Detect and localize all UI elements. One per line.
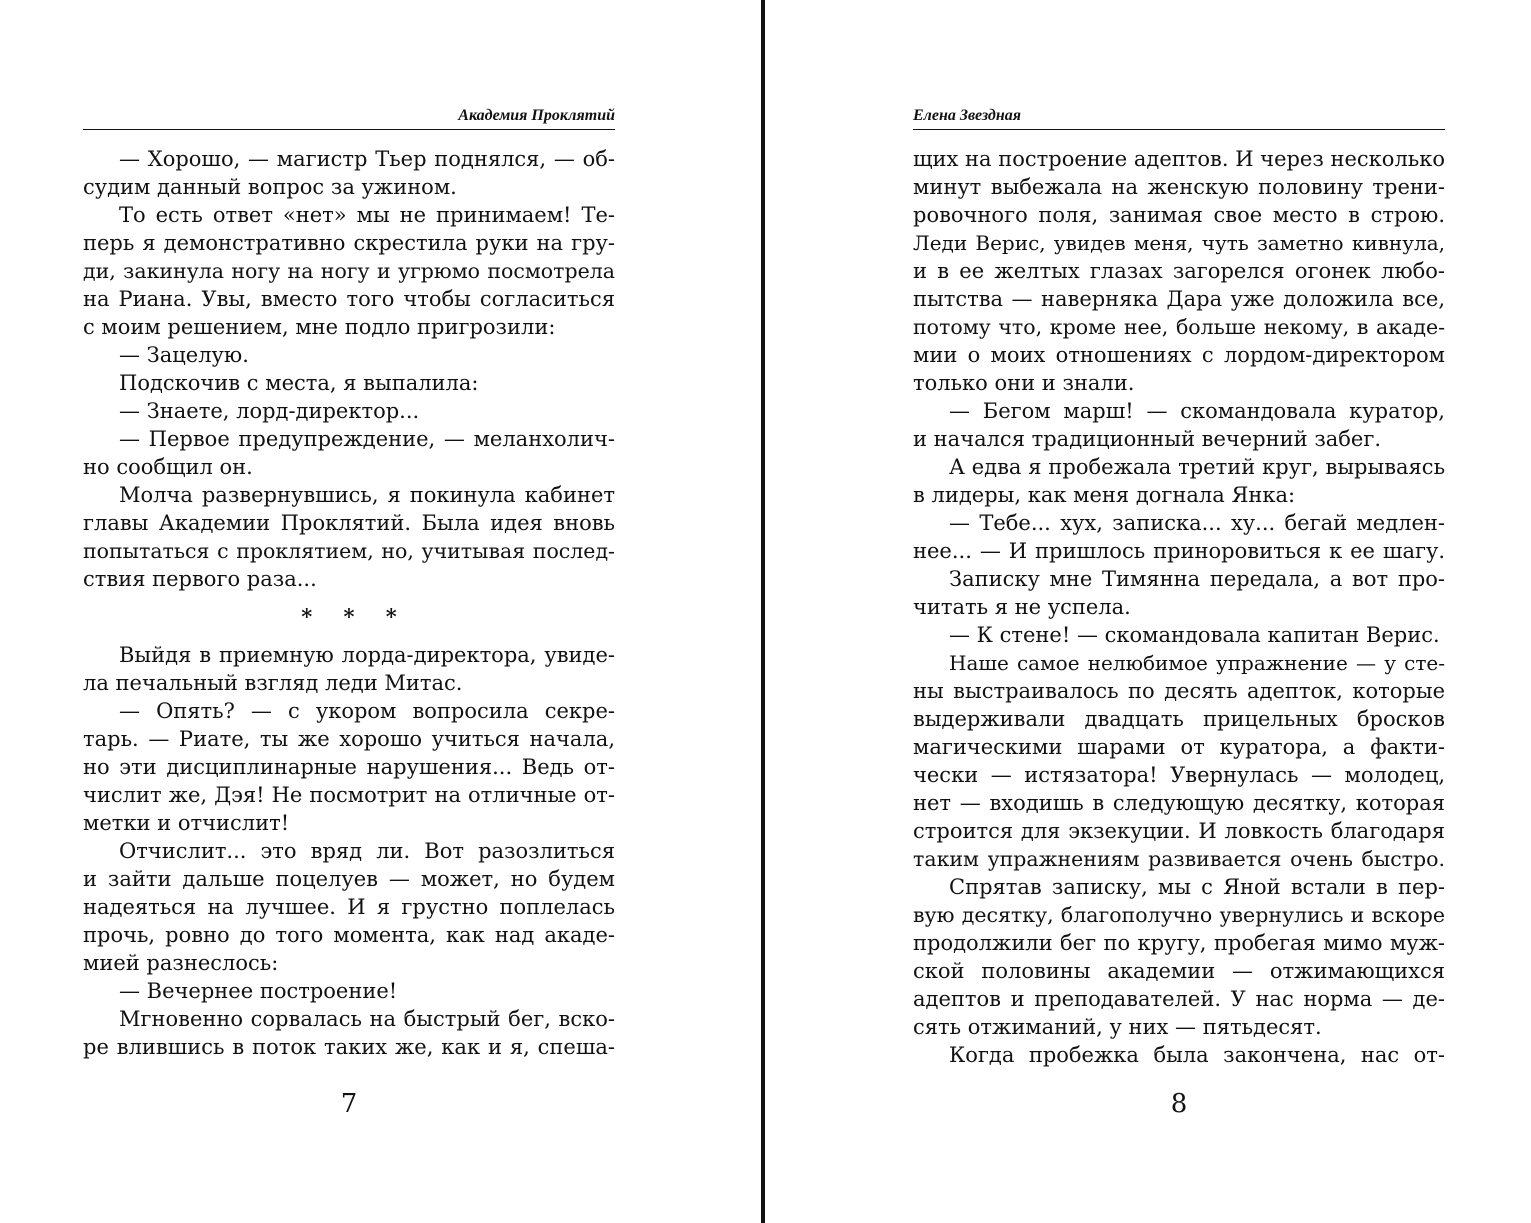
text-line: Когда пробежка была закончена, нас от- xyxy=(949,1043,1445,1067)
text-line: ской половины академии — отжимающихся xyxy=(913,959,1445,983)
text-line: чески — истязатора! Увернулась — молодец, xyxy=(913,763,1445,787)
text-line: Отчислит... это вряд ли. Вот разозлиться xyxy=(119,839,615,863)
book-spine xyxy=(761,0,765,1223)
left-page xyxy=(83,0,615,1223)
header-rule xyxy=(83,129,615,130)
text-line: только они и знали. xyxy=(913,371,1135,395)
text-line: Леди Верис, увидев меня, чуть заметно кивнула, xyxy=(913,231,1445,255)
text-line: числит же, Дэя! Не посмотрит на отличные от- xyxy=(83,783,615,807)
text-line: ровочного поля, занимая свое место в строю. xyxy=(913,203,1445,227)
text-line: нет — входишь в следующую десятку, которая xyxy=(913,791,1445,815)
text-line: выдерживали двадцать прицельных бросков xyxy=(913,707,1445,731)
text-line: с моим решением, мне подло пригрозили: xyxy=(83,315,556,339)
text-line: перь я демонстративно скрестила руки на гру- xyxy=(83,231,615,255)
text-line: строится для экзекуции. И ловкость благодаря xyxy=(913,819,1445,843)
text-line: — Тебе... хух, записка... ху... бегай медлен- xyxy=(949,511,1445,535)
text-line: сять отжиманий, у них — пятьдесят. xyxy=(913,1015,1322,1039)
text-line: мией разнеслось: xyxy=(83,951,279,975)
text-line: — Бегом марш! — скомандовала куратор, xyxy=(949,399,1445,423)
text-line: и зайти дальше поцелуев — может, но будем xyxy=(83,867,615,891)
text-line: продолжили бег по кругу, пробегая мимо муж- xyxy=(913,931,1445,955)
text-line: Выйдя в приемную лорда-директора, увиде- xyxy=(119,643,615,667)
right-page xyxy=(913,0,1445,1223)
text-line: ре влившись в поток таких же, как и я, спеша- xyxy=(83,1035,615,1059)
text-line: — Хорошо, — магистр Тьер поднялся, — об- xyxy=(119,147,615,171)
text-line: адептов и преподавателей. У нас норма — де- xyxy=(913,987,1445,1011)
text-line: тарь. — Риате, ты же хорошо учиться начала, xyxy=(83,727,615,751)
text-line: А едва я пробежала третий круг, вырываясь xyxy=(949,455,1445,479)
text-line: пытства — наверняка Дара уже доложила все, xyxy=(913,287,1445,311)
text-line: потому что, кроме нее, больше некому, в акаде- xyxy=(913,315,1445,339)
text-line: читать я не успела. xyxy=(913,595,1131,619)
running-head: Елена Звездная xyxy=(913,107,1021,124)
text-line: прочь, ровно до того момента, как над акаде- xyxy=(83,923,615,947)
text-line: минут выбежала на женскую половину трени- xyxy=(913,175,1445,199)
text-line: ди, закинула ногу на ногу и угрюмо посмотрела xyxy=(83,259,615,283)
text-line: главы Академии Проклятий. Была идея вновь xyxy=(83,511,615,535)
text-line: ла печальный взгляд леди Митас. xyxy=(83,671,463,695)
text-line: но сообщил он. xyxy=(83,455,253,479)
text-line: Мгновенно сорвалась на быстрый бег, вско- xyxy=(119,1007,615,1031)
text-line: — Знаете, лорд-директор... xyxy=(119,399,420,423)
page-number: 7 xyxy=(340,1089,358,1119)
header-rule xyxy=(913,129,1445,130)
text-line: Спрятав записку, мы с Яной встали в пер- xyxy=(949,875,1445,899)
text-line: магическими шарами от куратора, а факти- xyxy=(913,735,1445,759)
text-line: — Вечернее построение! xyxy=(119,979,398,1003)
text-line: вую десятку, благополучно увернулись и вскоре xyxy=(913,903,1445,927)
page-number: 8 xyxy=(1170,1089,1188,1119)
text-line: на Риана. Увы, вместо того чтобы согласиться xyxy=(83,287,615,311)
text-line: попытаться с проклятием, но, учитывая послед- xyxy=(83,539,615,563)
text-line: судим данный вопрос за ужином. xyxy=(83,175,457,199)
section-separator: * * * xyxy=(301,604,409,629)
text-line: — Зацелую. xyxy=(119,343,249,367)
text-line: щих на построение адептов. И через несколько xyxy=(913,147,1445,171)
text-line: мии о моих отношениях с лордом-директором xyxy=(913,343,1445,367)
text-line: Наше самое нелюбимое упражнение — у сте- xyxy=(949,651,1445,675)
text-line: Записку мне Тимянна передала, а вот про- xyxy=(949,567,1445,591)
text-line: ны выстраивалось по десять адепток, которые xyxy=(913,679,1445,703)
text-line: надеяться на лучшее. И я грустно поплелась xyxy=(83,895,615,919)
text-line: Подскочив с места, я выпалила: xyxy=(119,371,479,395)
text-line: и начался традиционный вечерний забег. xyxy=(913,427,1382,451)
body-text xyxy=(913,145,1445,1069)
text-line: ствия первого раза... xyxy=(83,567,317,591)
body-text xyxy=(83,145,615,1061)
text-line: То есть ответ «нет» мы не принимаем! Те- xyxy=(119,203,615,227)
running-head: Академия Проклятий xyxy=(458,107,615,124)
text-line: Молча развернувшись, я покинула кабинет xyxy=(119,483,615,507)
text-line: — Первое предупреждение, — меланхолич- xyxy=(119,427,615,451)
text-line: метки и отчислит! xyxy=(83,811,290,835)
text-line: в лидеры, как меня догнала Янка: xyxy=(913,483,1296,507)
text-line: нее... — И пришлось приноровиться к ее шагу. xyxy=(913,539,1445,563)
text-line: таким упражнениям развивается очень быстро. xyxy=(913,847,1445,871)
text-line: — К стене! — скомандовала капитан Верис. xyxy=(949,623,1440,647)
text-line: и в ее желтых глазах загорелся огонек любо- xyxy=(913,259,1445,283)
text-line: но эти дисциплинарные нарушения... Ведь от- xyxy=(83,755,615,779)
text-line: — Опять? — с укором вопросила секре- xyxy=(119,699,615,723)
